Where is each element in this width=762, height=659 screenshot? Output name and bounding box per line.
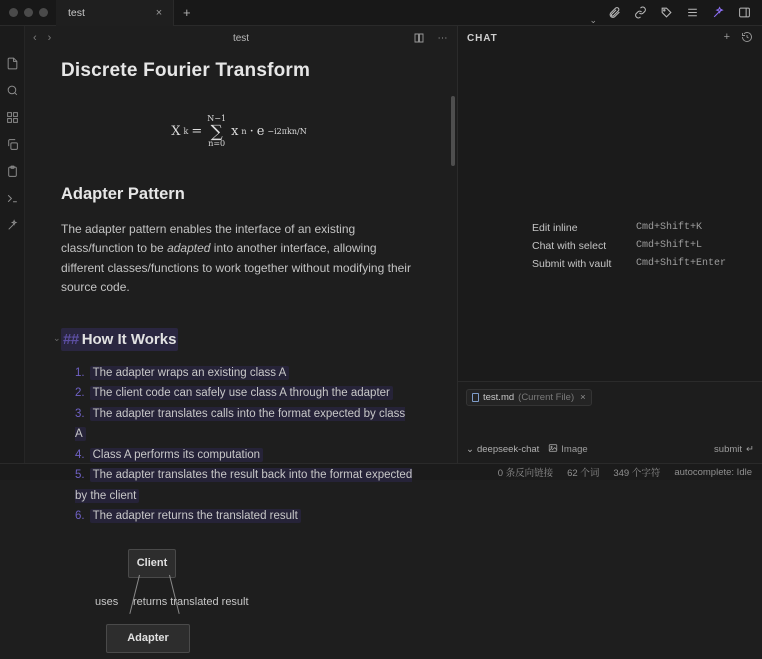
markdown-hash: ## (63, 330, 79, 348)
shortcut-hints (532, 222, 726, 276)
shortcut-keys: Cmd+Shift+K (636, 222, 703, 233)
breadcrumb: test (232, 32, 250, 44)
dft-formula (171, 115, 306, 148)
minimize-window-button[interactable] (24, 8, 33, 17)
history-icon[interactable] (741, 31, 753, 46)
shortcut-keys: Cmd+Shift+L (636, 240, 703, 251)
shortcut-row (532, 258, 726, 270)
attach-image-button[interactable] (548, 443, 587, 456)
shortcut-label: Submit with vault (532, 258, 612, 270)
context-file-name: test.md (483, 392, 515, 403)
chevron-down-icon: ⌄ (466, 444, 474, 455)
list-item-label: The client code can safely use class A through the adapter (90, 386, 393, 400)
terminal-icon[interactable] (5, 191, 19, 205)
shortcut-keys: Cmd+Shift+Enter (636, 258, 727, 269)
close-window-button[interactable] (9, 8, 18, 17)
context-file-row (458, 382, 762, 413)
heading-how-it-works-highlight (61, 328, 178, 351)
back-button[interactable]: ‹ (33, 32, 37, 44)
list-item (75, 506, 417, 526)
diagram-node-client: Client (128, 549, 176, 578)
list-number: 1. (75, 366, 85, 379)
diagram-label-returns: returns translated result (133, 595, 249, 608)
diagram-label-uses: uses (95, 595, 119, 608)
sum-lower: n=0 (208, 138, 226, 148)
adapter-diagram (61, 549, 417, 659)
formula-exp-sup: −i2πkn/N (267, 126, 307, 136)
model-label: deepseek-chat (476, 444, 540, 455)
tab-test[interactable] (56, 0, 174, 26)
new-chat-button[interactable]: + (723, 30, 730, 43)
model-selector[interactable] (466, 444, 539, 455)
status-autocomplete[interactable]: autocomplete: Idle (674, 466, 752, 478)
heading-adapter-pattern: Adapter Pattern (61, 185, 185, 204)
copy-icon[interactable] (5, 137, 19, 151)
list-number: 6. (75, 510, 85, 523)
chat-title: CHAT (467, 32, 498, 44)
list-item-label: The adapter translates the result back into the format expected by the client (75, 469, 413, 502)
navigation-arrows (33, 32, 51, 44)
tab-label: test (68, 6, 85, 19)
heading-how-it-works[interactable] (53, 328, 417, 351)
sigma-icon: ∑ (210, 121, 223, 142)
document-content[interactable] (25, 50, 457, 659)
sum-upper: N−1 (207, 114, 227, 124)
grid-icon[interactable] (5, 110, 19, 124)
chat-toolbar (458, 439, 762, 463)
context-file-note: (Current File) (518, 392, 575, 403)
editor-header-actions (412, 32, 449, 45)
window-controls[interactable] (0, 8, 56, 17)
list-item-label: The adapter returns the translated result (90, 509, 301, 523)
collapse-caret-icon[interactable]: ⌄ (53, 333, 61, 344)
paragraph-emphasis: adapted (167, 241, 211, 256)
how-it-works-list (75, 363, 417, 527)
chat-input-area (458, 381, 762, 463)
link-icon[interactable] (633, 5, 648, 20)
maximize-window-button[interactable] (39, 8, 48, 17)
status-char-count: 349 个字符 (613, 468, 661, 479)
list-item (75, 383, 417, 403)
formula-lhs-sub: k (183, 126, 189, 136)
formula-block (61, 91, 417, 182)
enter-key-icon: ↵ (746, 444, 754, 455)
chat-header-actions (724, 31, 753, 46)
heading-how-it-works-label: How It Works (81, 330, 177, 348)
more-options-icon[interactable]: ⋯ (437, 32, 448, 44)
list-number: 3. (75, 407, 85, 420)
chat-panel (457, 26, 762, 463)
summation-symbol (207, 115, 226, 148)
clipboard-icon[interactable] (5, 164, 19, 178)
image-icon (548, 443, 558, 456)
list-item (75, 363, 417, 383)
editor-scrollbar[interactable] (451, 78, 455, 655)
status-word-count: 62 个词 (567, 468, 600, 479)
formula-lhs: X (171, 123, 181, 139)
shortcut-label: Chat with select (532, 240, 607, 252)
tab-strip (56, 0, 607, 26)
editor-scrollbar-thumb[interactable] (451, 96, 455, 166)
tag-icon[interactable] (659, 5, 674, 20)
list-item-label: The adapter wraps an existing class A (90, 366, 290, 380)
image-label: Image (561, 444, 588, 455)
shortcut-label: Edit inline (532, 222, 578, 234)
diagram-node-adapter: Adapter (106, 624, 190, 653)
submit-button[interactable] (714, 444, 754, 455)
chat-textarea[interactable] (458, 413, 762, 439)
right-panel-icon[interactable] (737, 5, 752, 20)
title-bar (0, 0, 762, 26)
forward-button[interactable]: › (47, 32, 52, 44)
activity-rail (0, 26, 25, 463)
status-backlinks[interactable]: 0 条反向链接 (497, 468, 554, 479)
list-number: 2. (75, 387, 85, 400)
chevron-down-icon[interactable]: ⌄ (589, 14, 597, 25)
new-tab-button[interactable]: + (183, 4, 191, 20)
wand-icon[interactable] (711, 5, 726, 20)
shortcut-row (532, 240, 726, 252)
book-icon[interactable] (412, 32, 425, 45)
formula-eq: = (191, 123, 203, 139)
editor-pane (25, 26, 457, 644)
close-icon[interactable]: × (155, 6, 163, 19)
submit-label: submit (714, 444, 743, 455)
paragraph-part-1: The adapter pattern enables the interface of an existing class/function to be (61, 221, 356, 256)
list-item (75, 465, 417, 506)
formula-dot: · (249, 123, 254, 139)
paragraph-part-2: into another interface, allowing different classes/functions to work together without modifying their source code. (61, 241, 411, 295)
shortcut-row (532, 222, 726, 234)
formula-term-sub: n (241, 126, 247, 136)
chat-messages-area (458, 50, 762, 381)
chat-header (458, 26, 762, 50)
heading-dft: Discrete Fourier Transform (61, 60, 311, 81)
search-icon[interactable] (5, 83, 19, 97)
formula-term: x (231, 123, 239, 139)
files-icon[interactable] (5, 56, 19, 70)
list-item-label: Class A performs its computation (90, 448, 263, 462)
context-file-chip[interactable] (466, 389, 592, 406)
document-icon (472, 393, 479, 402)
list-number: 5. (75, 469, 85, 482)
editor-header (25, 26, 457, 50)
formula-exp-base: e (256, 123, 265, 139)
list-icon[interactable] (685, 5, 700, 20)
list-item (75, 445, 417, 465)
paperclip-icon[interactable] (607, 5, 622, 20)
sparkle-icon[interactable] (5, 218, 19, 232)
list-number: 4. (75, 448, 85, 461)
title-bar-actions (607, 5, 762, 20)
list-item-label: The adapter translates calls into the format expected by class A (75, 407, 406, 441)
paragraph-adapter-description (61, 220, 417, 298)
close-icon[interactable]: × (580, 392, 586, 403)
list-item (75, 404, 417, 445)
